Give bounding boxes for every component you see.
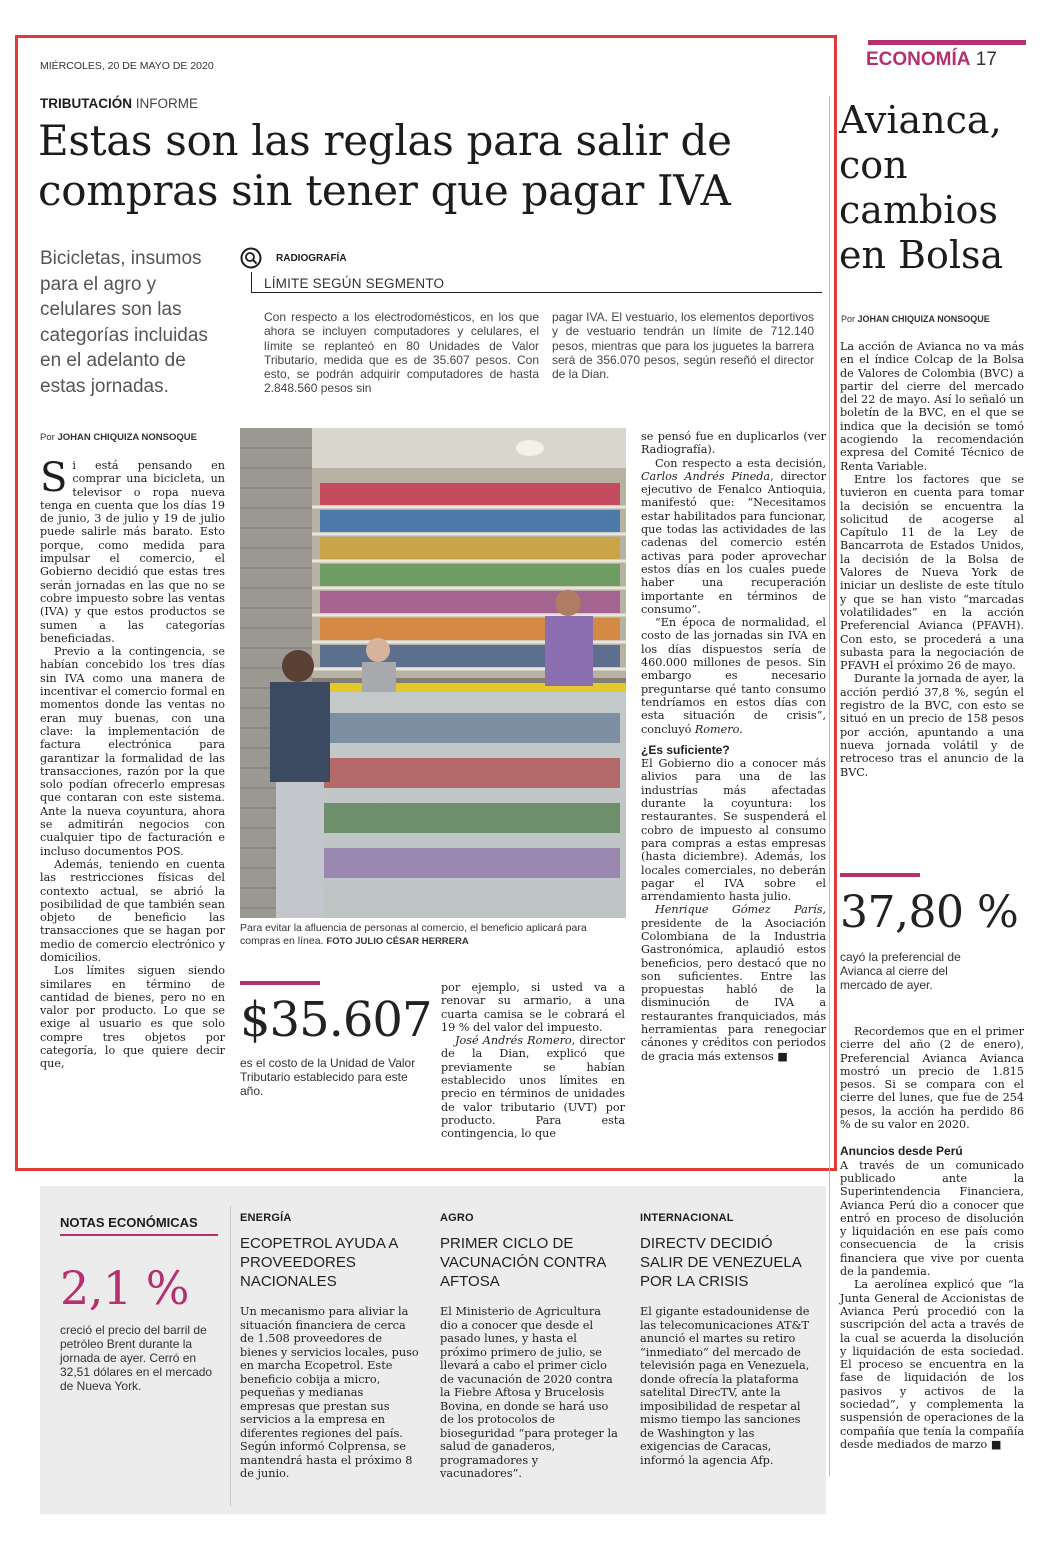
- notas-item-body: El Ministerio de Agricultura dio a conocer que desde el pasado lunes, y hasta el próximo primero de julio, se llevará a cabo el primer ciclo de vacunación de 2020 contra la Fiebre Aftosa y Brucelosis Bovina, en donde se hará uso de los protocolos de bioseguridad “para proteger la salud de ganaderos, programadores y vacunadores”.: [440, 1305, 618, 1480]
- notas-item-body: Un mecanismo para aliviar la situación financiera de cerca de 1.508 proveedores de bienes y servicios locales, puso en marcha Ecopetrol. Este beneficio cobija a micro, pequeñas y medianas empresas que prestan sus servicios a la empresa en diferentes regiones del país. Según informó Colprensa, se mantendrá hasta el próximo 8 de junio.: [240, 1305, 419, 1480]
- side-article-body-bottom: [840, 1025, 1024, 1451]
- photo-caption-text: Para evitar la afluencia de personas al comercio, el beneficio aplicará para compras en línea.: [240, 922, 587, 947]
- highlight-frame: [15, 35, 837, 1171]
- side-stat-rule: [840, 873, 920, 877]
- date-line: MIÉRCOLES, 20 DE MAYO DE 2020: [40, 60, 214, 72]
- byline-prefix: Por: [40, 432, 55, 443]
- section-header: [866, 48, 1030, 72]
- col3-p1: por ejemplo, si usted va a renovar su armario, a una cuarta camisa se le cobrará el 19 % del valor del impuesto.: [441, 981, 625, 1034]
- notas-stat-text: creció el precio del barril de petróleo Brent durante la jornada de ayer. Cerró en 32,51 dólares en el mercado de Nueva York.: [60, 1323, 213, 1393]
- notas-item-category: AGRO: [440, 1212, 474, 1224]
- page-number: 17: [975, 49, 997, 70]
- notas-item-headline: ECOPETROL AYUDA A PROVEEDORES NACIONALES: [240, 1235, 398, 1290]
- radiografia-col2: pagar IVA. El vestuario, los elementos deportivos y de vestuario tendrán un límite de 712.140 pesos, mientras que para los juguetes la barrera será de 356.070 pesos, según reseñó el director de la Dian.: [552, 310, 814, 382]
- col1-p3: Además, teniendo en cuenta las restricciones físicas del contexto actual, se abrió la posibilidad de que también sean objeto de beneficio las transacciones que se hagan por medio de comercio electrónico y domicilios.: [40, 857, 225, 964]
- side-p3: Durante la jornada de ayer, la acción perdió 37,8 %, según el registro de la BVC, con esto se situó en un precio de 158 pesos por acción, apuntando a una nueva jornada volátil y de retroceso tras el anuncio de la BVC.: [840, 672, 1024, 779]
- col4-p3-name: Romero.: [694, 722, 743, 736]
- notas-title-wrap: [60, 1212, 218, 1236]
- side-article-body-top: [840, 340, 1024, 779]
- notas-item-headline: DIRECTV DECIDIÓ SALIR DE VENEZUELA POR LA CRISIS: [640, 1235, 801, 1290]
- section-name: ECONOMÍA: [866, 49, 971, 70]
- section-rule: [868, 40, 1026, 45]
- notas-item-headline: PRIMER CICLO DE VACUNACIÓN CONTRA AFTOSA: [440, 1235, 606, 1290]
- side-byline-prefix: Por: [841, 314, 856, 324]
- notas-item-category: ENERGÍA: [240, 1212, 292, 1224]
- summary: Bicicletas, insumos para el agro y celulares son las categorías incluidas en el adelanto de estas jornadas.: [40, 248, 208, 397]
- col4-p5-name: Henrique Gómez París: [655, 903, 823, 917]
- dropcap: S: [40, 455, 68, 501]
- col4-p2b: , director ejecutivo de Fenalco Antioquia, manifestó que: “Necesitamos estar habilitados para funcionar, que todas las actividades de las cadenas del comercio estén activas para poder aprovechar estos días en los cuales puede haber una recuperación importante en términos de consumo”.: [641, 469, 826, 616]
- col4-p2a: Con respecto a esta decisión,: [655, 456, 826, 470]
- side-p2: Entre los factores que se tuvieron en cuenta para tomar la decisión se encuentra la solicitud de acogerse al Capítulo 11 de la Ley de Bancarrota de Estados Unidos, la decisión de la Bolsa de Valores de Nueva York de iniciar un desliste de este título y que se han visto “marcadas volatilidades” en la acción Preferencial Avianca (PFAVH). Con esto, se procederá a una subasta para la negociación de PFAVH el próximo 26 de mayo.: [840, 472, 1024, 673]
- stat-value: $35.607: [240, 992, 432, 1048]
- col4-p3: “En época de normalidad, el costo de las jornadas sin IVA en los días dispuestos sería de 460.000 millones de pesos. Sin embargo es necesario preguntarse qué tanto consumo tendríamos en estos días con esta situación de crisis”, concluyó: [641, 616, 826, 736]
- notas-divider-1: [230, 1206, 231, 1506]
- side-p1: La acción de Avianca no va más en el índice Colcap de la Bolsa de Valores de Colombia (BVC) a partir del cierre del mercado del 22 de mayo. Así lo señaló un boletín de la BVC, en el que se indica que la decisión se tomó acogiendo la recomendación expresa del Comité Técnico de Renta Variable.: [840, 340, 1024, 473]
- radiografia-subtitle: LÍMITE SEGÚN SEGMENTO: [264, 276, 445, 291]
- side-divider: [829, 96, 830, 1476]
- side-stat-text: cayó la preferencial de Avianca al cierre del mercado de ayer.: [840, 950, 961, 992]
- side-p4: Recordemos que en el primer cierre del año (2 de enero), Preferencial Avianca Avianca mostró un precio de 1.815 pesos. Si se compara con el cierre del lunes, que fue de 254 pesos, la acción ha perdido 86 % de su valor en 2020.: [840, 1025, 1024, 1132]
- notas-item-energia: [240, 1212, 420, 1481]
- side-end-mark: ■: [990, 1437, 1002, 1451]
- col4-p2-name: Carlos Andrés Pineda: [641, 469, 771, 483]
- photo-credit: FOTO JULIO CÉSAR HERRERA: [326, 936, 469, 947]
- notas-item-agro: [440, 1212, 620, 1481]
- notas-item-internacional: [640, 1212, 816, 1467]
- byline-name: JOHAN CHIQUIZA NONSOQUE: [57, 432, 197, 443]
- headline: Estas son las reglas para salir de compras sin tener que pagar IVA: [38, 116, 732, 215]
- col3-p2-name: José Andrés Romero: [455, 1034, 572, 1048]
- notas-item-category: INTERNACIONAL: [640, 1212, 734, 1224]
- side-subhead: Anuncios desde Perú: [840, 1144, 963, 1159]
- side-stat-value: 37,80 %: [840, 887, 1019, 938]
- col1-p1: i está pensando en comprar una bicicleta, un televisor o ropa nueva tenga en cuenta que los días 19 de junio, 3 de julio y 19 de julio puede salirle más barato. Esto porque, como medida para impulsar el comercio, el Gobierno decidió que estas tres serán jornadas en las que no se cobre impuesto sobre las ventas (IVA) y que estos productos se sumen a las categorías beneficiadas.: [40, 459, 225, 645]
- radiografia-col1: Con respecto a los electrodomésticos, en los que ahora se incluyen computadores y celulares, el límite se replanteó en 80 Unidades de Valor Tributario, medida que es de 35.607 pesos. Con esto, se podrán adquirir computadores de hasta 2.848.560 pesos sin: [264, 310, 539, 396]
- side-headline: Avianca, con cambios en Bolsa: [839, 98, 1004, 277]
- end-mark: ■: [777, 1049, 788, 1063]
- col3-p2: , director de la Dian, explicó que previamente se habían establecido unos límites en precio en términos de unidades de valor tributario (UVT) por producto. Para esta contingencia, lo que: [441, 1034, 625, 1141]
- side-byline-name: JOHAN CHIQUIZA NONSOQUE: [857, 314, 990, 324]
- col4-p5: , presidente de la Asociación Colombiana de la Industria Gastronómica, aplaudió estos beneficios, pero destacó que no son suficientes. Entre las propuestas habló de la disminución de IVA a restaurantes franquiciados, más herramientas para renegociar cánones y créditos con periodos de gracia más extensos: [641, 903, 826, 1063]
- col4-p1: se pensó fue en duplicarlos (ver Radiografía).: [641, 430, 826, 457]
- side-p6: La aerolínea explicó que “la Junta General de Accionistas de Avianca Perú procedió con la suscripción del acta a través de la cual se acuerda la disolución y liquidación de esta sociedad. El proceso se encuentra en la fase de liquidación de los pasivos y activos de la sociedad”, y complementa la suspensión de operaciones de la compañía que tenía la compañía desde mediados de marzo: [840, 1278, 1024, 1451]
- notas-title: NOTAS ECONÓMICAS: [60, 1215, 198, 1230]
- side-byline: [841, 314, 990, 324]
- kicker-light: INFORME: [135, 96, 199, 111]
- radiografia-label: RADIOGRAFÍA: [276, 253, 347, 264]
- kicker-bold: TRIBUTACIÓN: [40, 96, 132, 111]
- stat-text: es el costo de la Unidad de Valor Tributario establecido para este año.: [240, 1056, 416, 1098]
- notas-stat-value: 2,1 %: [60, 1261, 189, 1315]
- side-p5: A través de un comunicado publicado ante la Superintendencia Financiera, Avianca Perú dio a conocer que entró en proceso de disolución y liquidación en ese país como consecuencia de la crisis financiera que vive por cuenta de la pandemia.: [840, 1158, 1024, 1279]
- col1-p4: Los límites siguen siendo similares en término de cantidad de bienes, pero no en valor por producto. Lo que se exige al usuario es que solo compre tres objetos por categoría, lo que quiere decir que,: [40, 964, 225, 1071]
- notas-item-body: El gigante estadounidense de las telecomunicaciones AT&T anunció el martes su retiro “inmediato” del mercado de televisión paga en Venezuela, donde ofrecía la plataforma satelital DirecTV, ante la imposibilidad de respetar al mismo tiempo las sanciones de Washington y las exigencias de Caracas, informó la agencia Afp.: [640, 1305, 810, 1467]
- col1-p2: Previo a la contingencia, se habían concebido los tres días sin IVA como una manera de incentivar el comercio formal en momentos donde las ventas no eran muy buenas, con una clave: la implementación de factura electrónica para garantizar la formalidad de las transacciones, razón por la que solo podían ofrecerlo empresas que contaran con este sistema. Ante la nueva coyuntura, ahora se admitirán negocios con cualquier tipo de facturación e incluso documentos POS.: [40, 645, 225, 858]
- col4-subhead: ¿Es suficiente?: [641, 742, 730, 757]
- col4-p4: El Gobierno dio a conocer más alivios para una de las industrias más afectadas durante la coyuntura: los restaurantes. Se suspenderá el cobro de impuesto al consumo para compras a estas empresas (hasta diciembre). Además, los locales comerciales, no deberán pagar el IVA sobre el arrendamiento hasta julio.: [641, 757, 826, 904]
